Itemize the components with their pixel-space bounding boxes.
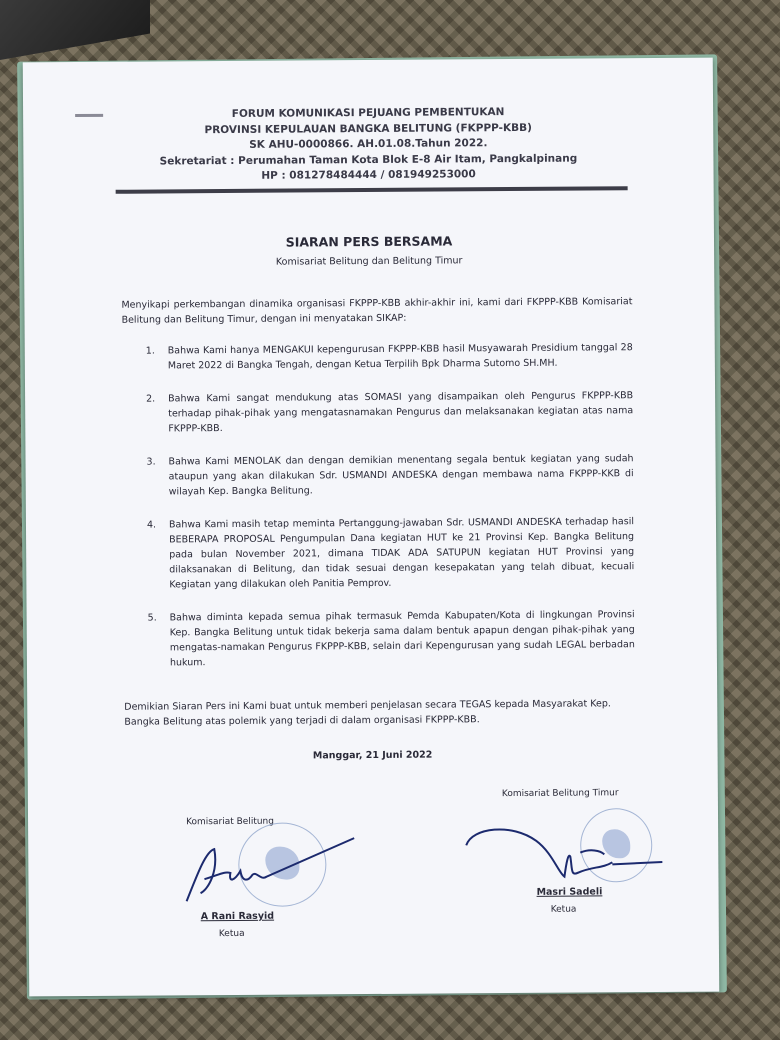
list-item	[123, 514, 635, 593]
list-text: Bahwa diminta kepada semua pihak termasuk Pemda Kabupaten/Kota di lingkungan Provinsi Kep. Bangka Belitung untuk tidak bekerja sama dalam bentuk apapun dengan pihak-pihak yang mengatas-namakan Pengurus FKPPP-KBB, selain dari Kepengurusan yang sudah LEGAL berbadan hukum.	[169, 609, 635, 669]
list-number: 4.	[146, 519, 157, 531]
list-number: 5.	[147, 612, 157, 624]
letterhead-address: Sekretariat : Perumahan Taman Kota Blok E-8 Air Itam, Pangkalpinang	[159, 152, 578, 167]
closing-paragraph: Demikian Siaran Pers ini Kami buat untuk memberi penjelasan secara TEGAS kepada Masyarakat Kep. Bangka Belitung atas polemik yang terjadi di dalam organisasi FKPPP-KBB.	[124, 698, 611, 728]
document-title: SIARAN PERS BERSAMA	[285, 233, 453, 250]
right-signature-mark	[462, 822, 672, 893]
letterhead-phone: HP : 081278484444 / 081949253000	[261, 168, 476, 182]
letterhead	[23, 104, 714, 186]
list-number: 2.	[146, 393, 156, 405]
list-text: Bahwa Kami masih tetap meminta Pertanggung-jawaban Sdr. USMANDI ANDESKA terhadap hasil BEBERAPA PROPOSAL Pengumpulan Dana kegiatan HUT ke 21 Provinsi Kep. Bangka Belitung pada bulan November 2021, dimana TIDAK ADA SATUPUN kegiatan HUT Provinsi yang dilaksanakan di Belitung, dan tidak sesuai dengan kesepakatan yang telah dibuat, kecuali Kegiatan yang dilakukan oleh Panitia Pemprov.	[168, 516, 635, 591]
right-signatory-unit: Komisariat Belitung Timur	[501, 788, 619, 800]
list-text: Bahwa Kami hanya MENGAKUI kepengurusan FKPPP-KBB hasil Musyawarah Presidium tanggal 28 Maret 2022 di Bangka Tengah, dengan Ketua Terpilih Bpk Dharma Sutomo SH.MH.	[167, 342, 633, 372]
list-number: 1.	[145, 345, 155, 357]
letterhead-decree: SK AHU-0000866. AH.01.08.Tahun 2022.	[249, 137, 488, 151]
document-page	[23, 58, 720, 997]
list-text: Bahwa Kami MENOLAK dan dengan demikian menentang segala bentuk kegiatan yang sudah ataupun yang akan dilakukan Sdr. USMANDI ANDESKA dengan membawa nama FKPPP-KKB di wilayah Kep. Bangka Belitung.	[168, 453, 634, 498]
left-signatory-role: Ketua	[218, 928, 245, 940]
letterhead-org-line1: FORUM KOMUNIKASI PEJUANG PEMBENTUKAN	[231, 106, 505, 120]
picture-frame-corner	[0, 0, 150, 60]
right-signatory-name: Masri Sadeli	[536, 886, 603, 898]
list-item	[122, 388, 633, 437]
left-signatory-unit: Komisariat Belitung	[186, 816, 274, 828]
place-date: Manggar, 21 Juni 2022	[312, 749, 433, 762]
list-text: Bahwa Kami sangat mendukung atas SOMASI yang disampaikan oleh Pengurus FKPPP-KBB terhadap pihak-pihak yang mengatasnamakan Pengurus dan melaksanakan kegiatan atas nama FKPPP-KBB.	[168, 390, 634, 435]
intro-paragraph: Menyikapi perkembangan dinamika organisasi FKPPP-KBB akhir-akhir ini, kami dari FKPPP-KBB Komisariat Belitung dan Belitung Timur, dengan ini menyatakan SIKAP:	[121, 296, 633, 326]
list-item	[124, 607, 635, 671]
left-signatory-name: A Rani Rasyid	[200, 910, 275, 923]
letterhead-divider	[116, 186, 628, 194]
statement-list	[122, 340, 635, 689]
left-signature-mark	[178, 830, 369, 911]
right-signatory-role: Ketua	[550, 904, 577, 915]
document-subtitle: Komisariat Belitung dan Belitung Timur	[275, 255, 463, 268]
list-item	[122, 451, 633, 500]
list-item	[122, 340, 633, 374]
letterhead-org-line2: PROVINSI KEPULAUAN BANGKA BELITUNG (FKPPP-KBB)	[204, 121, 532, 136]
list-number: 3.	[146, 456, 156, 468]
